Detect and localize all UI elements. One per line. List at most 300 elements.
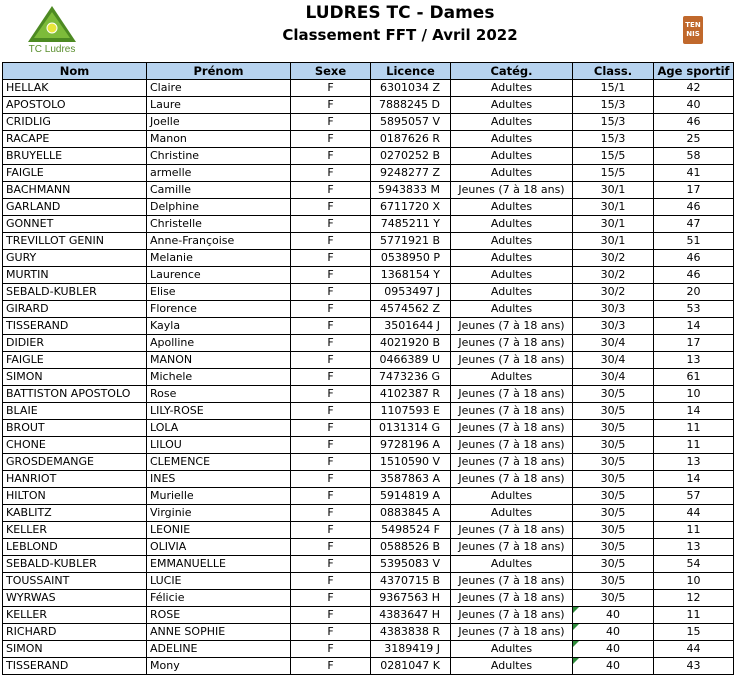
cell-class[interactable] [573, 488, 654, 505]
cell-class[interactable] [573, 80, 654, 97]
cell-categ[interactable] [451, 352, 573, 369]
cell-nom[interactable] [3, 641, 147, 658]
cell-nom[interactable] [3, 658, 147, 675]
cell-prenom[interactable] [147, 352, 291, 369]
cell-nom[interactable] [3, 488, 147, 505]
cell-prenom[interactable] [147, 148, 291, 165]
cell-nom[interactable] [3, 437, 147, 454]
cell-age[interactable] [654, 420, 734, 437]
cell-categ[interactable] [451, 267, 573, 284]
cell-class[interactable] [573, 301, 654, 318]
cell-age[interactable] [654, 454, 734, 471]
cell-nom[interactable] [3, 216, 147, 233]
cell-nom[interactable] [3, 335, 147, 352]
cell-class[interactable] [573, 641, 654, 658]
cell-categ[interactable] [451, 80, 573, 97]
cell-licence[interactable] [371, 80, 451, 97]
column-header-class[interactable]: Class. [573, 63, 654, 80]
cell-age[interactable] [654, 471, 734, 488]
cell-categ[interactable] [451, 199, 573, 216]
cell-licence[interactable] [371, 454, 451, 471]
cell-categ[interactable] [451, 522, 573, 539]
cell-sexe[interactable] [291, 522, 371, 539]
cell-age[interactable] [654, 335, 734, 352]
cell-class[interactable] [573, 403, 654, 420]
cell-nom-text: HELLAK [6, 81, 49, 94]
cell-categ[interactable] [451, 216, 573, 233]
cell-categ[interactable] [451, 165, 573, 182]
cell-categ[interactable] [451, 590, 573, 607]
cell-nom[interactable] [3, 369, 147, 386]
cell-licence[interactable] [371, 233, 451, 250]
cell-nom[interactable] [3, 539, 147, 556]
cell-nom[interactable] [3, 114, 147, 131]
cell-prenom-text: armelle [150, 166, 192, 179]
cell-class[interactable] [573, 556, 654, 573]
cell-categ[interactable] [451, 386, 573, 403]
cell-age[interactable] [654, 539, 734, 556]
column-header-categ[interactable]: Catég. [451, 63, 573, 80]
cell-prenom[interactable] [147, 369, 291, 386]
cell-class-text: 30/5 [600, 438, 626, 451]
cell-licence[interactable] [371, 607, 451, 624]
cell-nom[interactable] [3, 148, 147, 165]
cell-prenom[interactable] [147, 250, 291, 267]
cell-sexe-text: F [327, 353, 334, 366]
cell-age-text: 43 [686, 659, 701, 672]
cell-licence[interactable] [371, 590, 451, 607]
cell-age[interactable] [654, 369, 734, 386]
cell-class[interactable] [573, 335, 654, 352]
cell-nom[interactable] [3, 97, 147, 114]
cell-sexe[interactable] [291, 641, 371, 658]
cell-age-text: 58 [686, 149, 701, 162]
cell-age-text: 10 [686, 574, 701, 587]
cell-class[interactable] [573, 250, 654, 267]
cell-class[interactable] [573, 607, 654, 624]
cell-sexe[interactable] [291, 556, 371, 573]
cell-prenom[interactable] [147, 522, 291, 539]
cell-categ[interactable] [451, 471, 573, 488]
cell-sexe[interactable] [291, 607, 371, 624]
cell-age[interactable] [654, 590, 734, 607]
cell-age[interactable] [654, 250, 734, 267]
cell-nom-text: KABLITZ [6, 506, 52, 519]
cell-class[interactable] [573, 114, 654, 131]
cell-prenom-text: Christine [150, 149, 200, 162]
cell-sexe[interactable] [291, 454, 371, 471]
column-header-age[interactable]: Age sportif [654, 63, 734, 80]
cell-nom-text: LEBLOND [6, 540, 58, 553]
cell-nom[interactable] [3, 199, 147, 216]
cell-prenom[interactable] [147, 403, 291, 420]
table-row [3, 182, 734, 199]
cell-class[interactable] [573, 420, 654, 437]
cell-nom[interactable] [3, 182, 147, 199]
cell-class[interactable] [573, 233, 654, 250]
cell-prenom[interactable] [147, 216, 291, 233]
cell-licence[interactable] [371, 301, 451, 318]
cell-sexe[interactable] [291, 369, 371, 386]
cell-categ-text: Adultes [490, 370, 533, 383]
cell-prenom[interactable] [147, 267, 291, 284]
cell-categ[interactable] [451, 624, 573, 641]
cell-age[interactable] [654, 437, 734, 454]
cell-licence[interactable] [371, 97, 451, 114]
cell-nom[interactable] [3, 250, 147, 267]
cell-prenom[interactable] [147, 114, 291, 131]
cell-licence[interactable] [371, 182, 451, 199]
cell-nom[interactable] [3, 403, 147, 420]
cell-categ[interactable] [451, 641, 573, 658]
cell-age[interactable] [654, 148, 734, 165]
cell-nom[interactable] [3, 165, 147, 182]
cell-prenom[interactable] [147, 624, 291, 641]
cell-categ[interactable] [451, 539, 573, 556]
cell-nom[interactable] [3, 233, 147, 250]
cell-categ[interactable] [451, 131, 573, 148]
cell-age[interactable] [654, 318, 734, 335]
cell-sexe[interactable] [291, 420, 371, 437]
cell-licence[interactable] [371, 216, 451, 233]
cell-prenom-text: Manon [150, 132, 187, 145]
cell-age[interactable] [654, 556, 734, 573]
cell-age-text: 51 [686, 234, 701, 247]
cell-prenom[interactable] [147, 335, 291, 352]
cell-sexe[interactable] [291, 80, 371, 97]
cell-age[interactable] [654, 284, 734, 301]
cell-sexe[interactable] [291, 267, 371, 284]
cell-nom[interactable] [3, 318, 147, 335]
cell-categ[interactable] [451, 182, 573, 199]
cell-prenom[interactable] [147, 607, 291, 624]
cell-licence[interactable] [371, 386, 451, 403]
cell-sexe[interactable] [291, 352, 371, 369]
cell-licence[interactable] [371, 199, 451, 216]
cell-nom-text: CRIDLIG [6, 115, 51, 128]
cell-prenom[interactable] [147, 165, 291, 182]
cell-prenom[interactable] [147, 233, 291, 250]
cell-licence-text: 3587863 A [379, 472, 440, 485]
cell-prenom[interactable] [147, 437, 291, 454]
cell-class[interactable] [573, 437, 654, 454]
cell-age[interactable] [654, 182, 734, 199]
cell-class[interactable] [573, 658, 654, 675]
cell-prenom-text: Laure [150, 98, 181, 111]
cell-class[interactable] [573, 318, 654, 335]
cell-sexe-text: F [327, 523, 334, 536]
cell-sexe[interactable] [291, 131, 371, 148]
cell-age[interactable] [654, 267, 734, 284]
cell-sexe[interactable] [291, 318, 371, 335]
cell-nom[interactable] [3, 590, 147, 607]
cell-prenom[interactable] [147, 488, 291, 505]
cell-age[interactable] [654, 522, 734, 539]
cell-prenom-text: Rose [150, 387, 177, 400]
cell-class[interactable] [573, 369, 654, 386]
cell-prenom[interactable] [147, 318, 291, 335]
cell-categ[interactable] [451, 607, 573, 624]
cell-age[interactable] [654, 199, 734, 216]
cell-sexe-text: F [327, 98, 334, 111]
cell-categ[interactable] [451, 403, 573, 420]
table-row [3, 80, 734, 97]
cell-categ-text: Adultes [490, 149, 533, 162]
cell-nom[interactable] [3, 420, 147, 437]
cell-categ[interactable] [451, 420, 573, 437]
cell-sexe[interactable] [291, 505, 371, 522]
cell-licence[interactable] [371, 352, 451, 369]
cell-nom-text: SEBALD-KUBLER [6, 557, 97, 570]
cell-licence[interactable] [371, 318, 451, 335]
cell-categ[interactable] [451, 301, 573, 318]
cell-class[interactable] [573, 454, 654, 471]
cell-sexe[interactable] [291, 199, 371, 216]
cell-age-text: 42 [686, 81, 701, 94]
page-subtitle: Classement FFT / Avril 2022 [282, 26, 518, 44]
cell-age[interactable] [654, 131, 734, 148]
cell-nom[interactable] [3, 301, 147, 318]
cell-nom[interactable] [3, 80, 147, 97]
cell-licence[interactable] [371, 369, 451, 386]
cell-nom[interactable] [3, 131, 147, 148]
cell-age[interactable] [654, 403, 734, 420]
cell-sexe-text: F [327, 506, 334, 519]
cell-prenom[interactable] [147, 556, 291, 573]
cell-class[interactable] [573, 352, 654, 369]
cell-prenom[interactable] [147, 182, 291, 199]
cell-sexe[interactable] [291, 658, 371, 675]
cell-licence[interactable] [371, 403, 451, 420]
cell-licence[interactable] [371, 250, 451, 267]
cell-categ[interactable] [451, 148, 573, 165]
cell-sexe[interactable] [291, 165, 371, 182]
cell-sexe[interactable] [291, 216, 371, 233]
cell-sexe[interactable] [291, 488, 371, 505]
cell-nom[interactable] [3, 505, 147, 522]
cell-class[interactable] [573, 386, 654, 403]
cell-prenom[interactable] [147, 539, 291, 556]
cell-class[interactable] [573, 471, 654, 488]
cell-categ[interactable] [451, 369, 573, 386]
cell-sexe[interactable] [291, 182, 371, 199]
cell-age-text: 47 [686, 217, 701, 230]
cell-categ[interactable] [451, 284, 573, 301]
cell-sexe[interactable] [291, 386, 371, 403]
cell-class[interactable] [573, 216, 654, 233]
cell-licence[interactable] [371, 165, 451, 182]
cell-categ[interactable] [451, 454, 573, 471]
cell-class[interactable] [573, 165, 654, 182]
cell-class[interactable] [573, 624, 654, 641]
cell-age[interactable] [654, 505, 734, 522]
cell-sexe[interactable] [291, 284, 371, 301]
cell-age-text: 46 [686, 115, 701, 128]
cell-nom[interactable] [3, 522, 147, 539]
cell-licence[interactable] [371, 488, 451, 505]
cell-nom[interactable] [3, 607, 147, 624]
cell-age[interactable] [654, 216, 734, 233]
cell-nom[interactable] [3, 386, 147, 403]
cell-sexe[interactable] [291, 437, 371, 454]
cell-sexe[interactable] [291, 335, 371, 352]
cell-age[interactable] [654, 80, 734, 97]
cell-class[interactable] [573, 284, 654, 301]
cell-nom[interactable] [3, 284, 147, 301]
cell-prenom[interactable] [147, 284, 291, 301]
cell-prenom[interactable] [147, 454, 291, 471]
table-row [3, 97, 734, 114]
cell-sexe[interactable] [291, 624, 371, 641]
cell-class[interactable] [573, 590, 654, 607]
cell-nom[interactable] [3, 454, 147, 471]
cell-categ[interactable] [451, 114, 573, 131]
cell-licence[interactable] [371, 420, 451, 437]
cell-licence[interactable] [371, 284, 451, 301]
cell-categ[interactable] [451, 573, 573, 590]
cell-licence[interactable] [371, 335, 451, 352]
cell-categ[interactable] [451, 658, 573, 675]
cell-nom[interactable] [3, 624, 147, 641]
cell-categ[interactable] [451, 335, 573, 352]
cell-prenom[interactable] [147, 505, 291, 522]
cell-prenom[interactable] [147, 97, 291, 114]
cell-licence-text: 0953497 J [384, 285, 440, 298]
cell-nom[interactable] [3, 352, 147, 369]
cell-licence[interactable] [371, 641, 451, 658]
cell-age-text: 53 [686, 302, 701, 315]
cell-age[interactable] [654, 624, 734, 641]
cell-age[interactable] [654, 301, 734, 318]
cell-age[interactable] [654, 386, 734, 403]
cell-categ[interactable] [451, 97, 573, 114]
cell-prenom[interactable] [147, 573, 291, 590]
table-header-row [3, 63, 734, 80]
cell-sexe[interactable] [291, 590, 371, 607]
cell-age-text: 11 [686, 438, 701, 451]
cell-licence[interactable] [371, 131, 451, 148]
cell-licence[interactable] [371, 437, 451, 454]
cell-class[interactable] [573, 148, 654, 165]
cell-sexe[interactable] [291, 573, 371, 590]
cell-prenom[interactable] [147, 301, 291, 318]
cell-age[interactable] [654, 165, 734, 182]
cell-class[interactable] [573, 131, 654, 148]
cell-sexe[interactable] [291, 403, 371, 420]
cell-age-text: 46 [686, 200, 701, 213]
cell-nom[interactable] [3, 267, 147, 284]
cell-licence-text: 0187626 R [379, 132, 440, 145]
cell-licence[interactable] [371, 505, 451, 522]
cell-nom[interactable] [3, 573, 147, 590]
cell-prenom[interactable] [147, 641, 291, 658]
cell-sexe-text: F [327, 659, 334, 672]
cell-class[interactable] [573, 182, 654, 199]
cell-sexe[interactable] [291, 233, 371, 250]
cell-age[interactable] [654, 114, 734, 131]
cell-licence[interactable] [371, 539, 451, 556]
cell-nom-text: SIMON [6, 642, 43, 655]
cell-age[interactable] [654, 488, 734, 505]
cell-age[interactable] [654, 352, 734, 369]
cell-licence-text: 1107593 E [380, 404, 440, 417]
cell-licence[interactable] [371, 624, 451, 641]
cell-licence[interactable] [371, 267, 451, 284]
cell-licence-text: 0281047 K [380, 659, 440, 672]
cell-licence-text: 4383647 H [379, 608, 440, 621]
cell-age-text: 13 [686, 353, 701, 366]
cell-sexe[interactable] [291, 471, 371, 488]
cell-licence[interactable] [371, 522, 451, 539]
cell-licence[interactable] [371, 556, 451, 573]
cell-class[interactable] [573, 97, 654, 114]
cell-prenom[interactable] [147, 420, 291, 437]
cell-categ[interactable] [451, 556, 573, 573]
column-header-prenom[interactable]: Prénom [147, 63, 291, 80]
cell-prenom[interactable] [147, 471, 291, 488]
cell-class[interactable] [573, 267, 654, 284]
cell-categ[interactable] [451, 318, 573, 335]
cell-class[interactable] [573, 573, 654, 590]
cell-prenom[interactable] [147, 199, 291, 216]
cell-sexe[interactable] [291, 250, 371, 267]
cell-class-text: 15/3 [600, 115, 626, 128]
cell-licence-text: 6711720 X [379, 200, 440, 213]
cell-licence[interactable] [371, 658, 451, 675]
cell-sexe[interactable] [291, 301, 371, 318]
cell-categ[interactable] [451, 233, 573, 250]
cell-sexe[interactable] [291, 114, 371, 131]
cell-sexe[interactable] [291, 539, 371, 556]
cell-categ[interactable] [451, 488, 573, 505]
cell-licence[interactable] [371, 148, 451, 165]
cell-licence-text: 7888245 D [379, 98, 440, 111]
cell-age[interactable] [654, 97, 734, 114]
cell-prenom-text: OLIVIA [150, 540, 187, 553]
column-header-licence[interactable]: Licence [371, 63, 451, 80]
cell-class[interactable] [573, 539, 654, 556]
cell-licence-text: 9248277 Z [379, 166, 440, 179]
cell-licence[interactable] [371, 573, 451, 590]
cell-age[interactable] [654, 233, 734, 250]
cell-nom[interactable] [3, 556, 147, 573]
cell-age[interactable] [654, 658, 734, 675]
column-header-nom[interactable]: Nom [3, 63, 147, 80]
cell-class[interactable] [573, 199, 654, 216]
cell-prenom-text: MANON [150, 353, 193, 366]
cell-categ[interactable] [451, 250, 573, 267]
cell-class[interactable] [573, 522, 654, 539]
cell-prenom[interactable] [147, 131, 291, 148]
cell-prenom[interactable] [147, 386, 291, 403]
column-header-sexe[interactable]: Sexe [291, 63, 371, 80]
cell-categ[interactable] [451, 505, 573, 522]
cell-nom[interactable] [3, 471, 147, 488]
cell-class-text: 15/5 [600, 166, 626, 179]
cell-age[interactable] [654, 573, 734, 590]
cell-licence[interactable] [371, 114, 451, 131]
cell-sexe[interactable] [291, 148, 371, 165]
cell-class[interactable] [573, 505, 654, 522]
cell-prenom[interactable] [147, 80, 291, 97]
cell-age[interactable] [654, 607, 734, 624]
cell-licence[interactable] [371, 471, 451, 488]
cell-age[interactable] [654, 641, 734, 658]
cell-categ[interactable] [451, 437, 573, 454]
cell-sexe[interactable] [291, 97, 371, 114]
cell-prenom[interactable] [147, 590, 291, 607]
cell-prenom[interactable] [147, 658, 291, 675]
